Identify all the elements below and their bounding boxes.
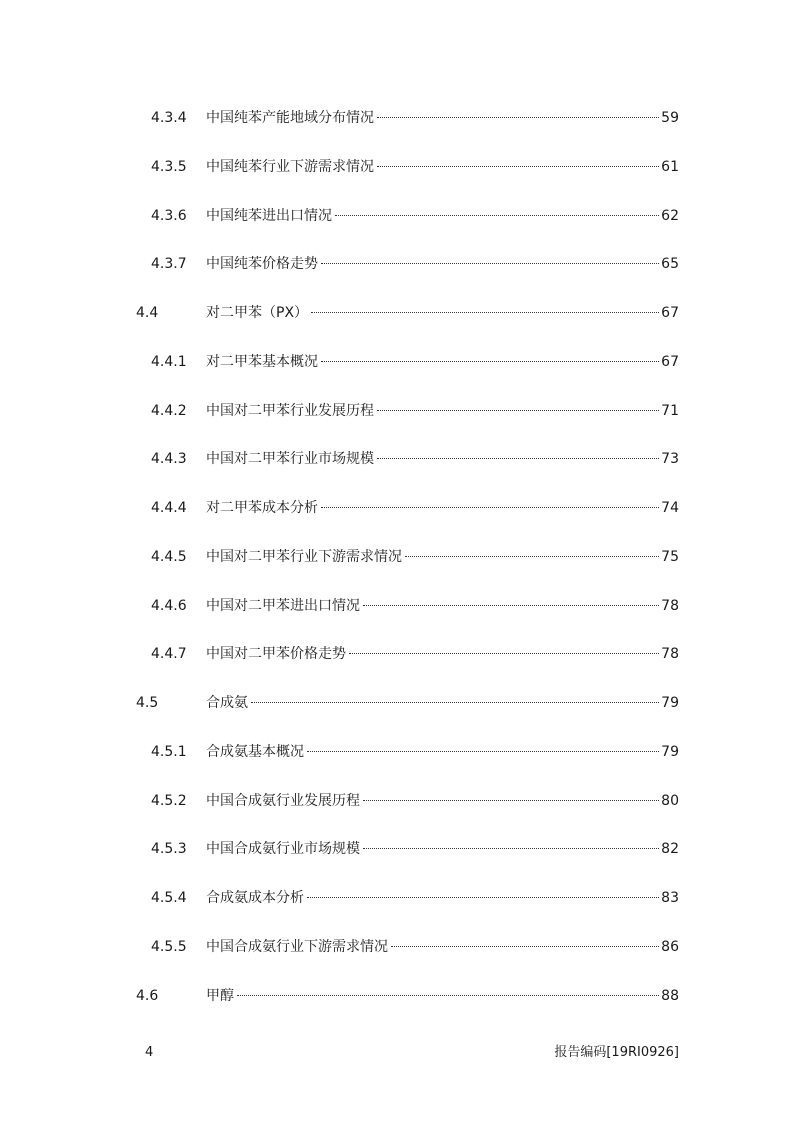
- toc-entry-title: 中国纯苯产能地域分布情况: [206, 110, 374, 126]
- toc-entry-page: 88: [661, 987, 679, 1004]
- toc-dot-leader: [321, 361, 659, 362]
- toc-entry[interactable]: [0, 595, 800, 617]
- toc-entry-title: 合成氨基本概况: [206, 743, 304, 760]
- footer-report-code: 报告编码[19RI0926]: [554, 1045, 679, 1060]
- toc-dot-leader: [391, 946, 659, 947]
- toc-entry-title: 中国对二甲苯行业发展历程: [206, 402, 374, 419]
- toc-dot-leader: [377, 458, 659, 459]
- toc-entry[interactable]: [0, 400, 800, 422]
- toc-entry-title: 中国合成氨行业下游需求情况: [206, 938, 388, 955]
- toc-entry-title: 中国纯苯行业下游需求情况: [206, 158, 374, 175]
- toc-entry-number: 4.5.3: [151, 841, 187, 858]
- toc-entry-line: [206, 448, 679, 470]
- footer-page-number: 4: [145, 1045, 154, 1060]
- toc-dot-leader: [311, 312, 659, 313]
- toc-entry-number: 4.5.4: [151, 890, 187, 906]
- toc-entry-number: 4.4.6: [151, 597, 187, 614]
- toc-entry-page: 62: [661, 207, 679, 224]
- toc-dot-leader: [377, 117, 659, 118]
- toc-dot-leader: [377, 410, 659, 411]
- toc-entry-title: 中国合成氨行业发展历程: [206, 792, 360, 809]
- toc-entry-number: 4.4: [136, 305, 159, 321]
- toc-entry-page: 71: [661, 402, 679, 419]
- toc-entry-line: [206, 887, 679, 909]
- toc-dot-leader: [349, 653, 659, 654]
- toc-dot-leader: [335, 215, 659, 216]
- toc-entry-line: [206, 936, 679, 958]
- toc-entry-line: [206, 253, 679, 275]
- toc-entry[interactable]: [0, 497, 800, 519]
- toc-entry-page: 82: [661, 841, 679, 858]
- toc-entry-line: [206, 107, 679, 129]
- toc-entry-line: [206, 985, 679, 1007]
- toc-dot-leader: [363, 800, 659, 801]
- toc-entry-title: 中国对二甲苯价格走势: [206, 646, 346, 663]
- toc-entry-page: 83: [661, 890, 679, 906]
- toc-dot-leader: [307, 897, 659, 898]
- toc-entry-page: 73: [661, 451, 679, 468]
- toc-entry[interactable]: [0, 838, 800, 860]
- toc-dot-leader: [321, 507, 659, 508]
- toc-entry-title: 合成氨: [206, 695, 248, 711]
- toc-entry-number: 4.4.7: [151, 646, 187, 663]
- toc-entry-title: 中国合成氨行业市场规模: [206, 841, 360, 858]
- toc-entry[interactable]: [0, 156, 800, 178]
- toc-entry-line: [206, 546, 679, 568]
- toc-entry-page: 59: [661, 110, 679, 126]
- toc-entry-page: 80: [661, 792, 679, 809]
- toc-entry-page: 78: [661, 597, 679, 614]
- toc-entry-page: 79: [661, 743, 679, 760]
- toc-entry-page: 67: [661, 305, 679, 321]
- toc-entry-page: 67: [661, 353, 679, 370]
- toc-entry-page: 65: [661, 256, 679, 273]
- toc-entry-number: 4.3.7: [151, 256, 187, 273]
- toc-entry-number: 4.6: [136, 987, 159, 1004]
- toc-entry-title: 合成氨成本分析: [206, 890, 304, 906]
- toc-entry-number: 4.4.4: [151, 500, 187, 516]
- toc-entry-line: [206, 790, 679, 812]
- toc-entry[interactable]: [0, 448, 800, 470]
- toc-entry[interactable]: [0, 205, 800, 227]
- toc-entry-line: [206, 497, 679, 519]
- toc-entry-page: 61: [661, 158, 679, 175]
- toc-dot-leader: [321, 263, 659, 264]
- toc-entry-title: 对二甲苯基本概况: [206, 353, 318, 370]
- toc-dot-leader: [405, 556, 659, 557]
- toc-dot-leader: [363, 605, 659, 606]
- toc-entry-page: 78: [661, 646, 679, 663]
- toc-entry-number: 4.3.6: [151, 207, 187, 224]
- toc-dot-leader: [237, 995, 659, 996]
- toc-entry-number: 4.3.5: [151, 158, 187, 175]
- toc-entry-page: 86: [661, 938, 679, 955]
- toc-entry[interactable]: [0, 741, 800, 763]
- toc-entry[interactable]: [0, 985, 800, 1007]
- toc-dot-leader: [377, 166, 659, 167]
- toc-entry-number: 4.5.5: [151, 938, 187, 955]
- toc-entry-page: 74: [661, 500, 679, 516]
- toc-entry[interactable]: [0, 351, 800, 373]
- toc-entry[interactable]: [0, 790, 800, 812]
- toc-entry-number: 4.4.3: [151, 451, 187, 468]
- toc-entry[interactable]: [0, 546, 800, 568]
- toc-entry-line: [206, 205, 679, 227]
- toc-dot-leader: [307, 751, 659, 752]
- toc-entry[interactable]: [0, 643, 800, 665]
- toc-entry-line: [206, 741, 679, 763]
- toc-entry-line: [206, 351, 679, 373]
- toc-entry-title: 中国对二甲苯行业下游需求情况: [206, 548, 402, 565]
- toc-entry-number: 4.4.1: [151, 353, 187, 370]
- toc-entry[interactable]: [0, 107, 800, 129]
- toc-entry-number: 4.3.4: [151, 110, 187, 126]
- toc-entry-line: [206, 643, 679, 665]
- toc-dot-leader: [251, 702, 659, 703]
- toc-entry[interactable]: [0, 302, 800, 324]
- toc-entry-number: 4.4.5: [151, 548, 187, 565]
- toc-entry[interactable]: [0, 936, 800, 958]
- toc-entry-title: 对二甲苯成本分析: [206, 500, 318, 516]
- toc-entry-line: [206, 692, 679, 714]
- toc-entry-title: 甲醇: [206, 987, 234, 1004]
- toc-entry[interactable]: [0, 692, 800, 714]
- toc-entry-title: 中国对二甲苯行业市场规模: [206, 451, 374, 468]
- toc-entry-number: 4.5: [136, 695, 159, 711]
- toc-entry[interactable]: [0, 253, 800, 275]
- toc-entry-number: 4.5.1: [151, 743, 187, 760]
- toc-entry-title: 中国纯苯价格走势: [206, 256, 318, 273]
- toc-entry-line: [206, 400, 679, 422]
- toc-entry-number: 4.4.2: [151, 402, 187, 419]
- toc-entry-line: [206, 595, 679, 617]
- toc-entry-title: 对二甲苯（PX）: [206, 305, 309, 321]
- toc-entry[interactable]: [0, 887, 800, 909]
- toc-entry-title: 中国纯苯进出口情况: [206, 207, 332, 224]
- toc-entry-number: 4.5.2: [151, 792, 187, 809]
- toc-entry-line: [206, 156, 679, 178]
- toc-entry-title: 中国对二甲苯进出口情况: [206, 597, 360, 614]
- toc-dot-leader: [363, 848, 659, 849]
- toc-entry-page: 75: [661, 548, 679, 565]
- toc-entry-page: 79: [661, 695, 679, 711]
- toc-entry-line: [206, 838, 679, 860]
- toc-entry-line: [206, 302, 679, 324]
